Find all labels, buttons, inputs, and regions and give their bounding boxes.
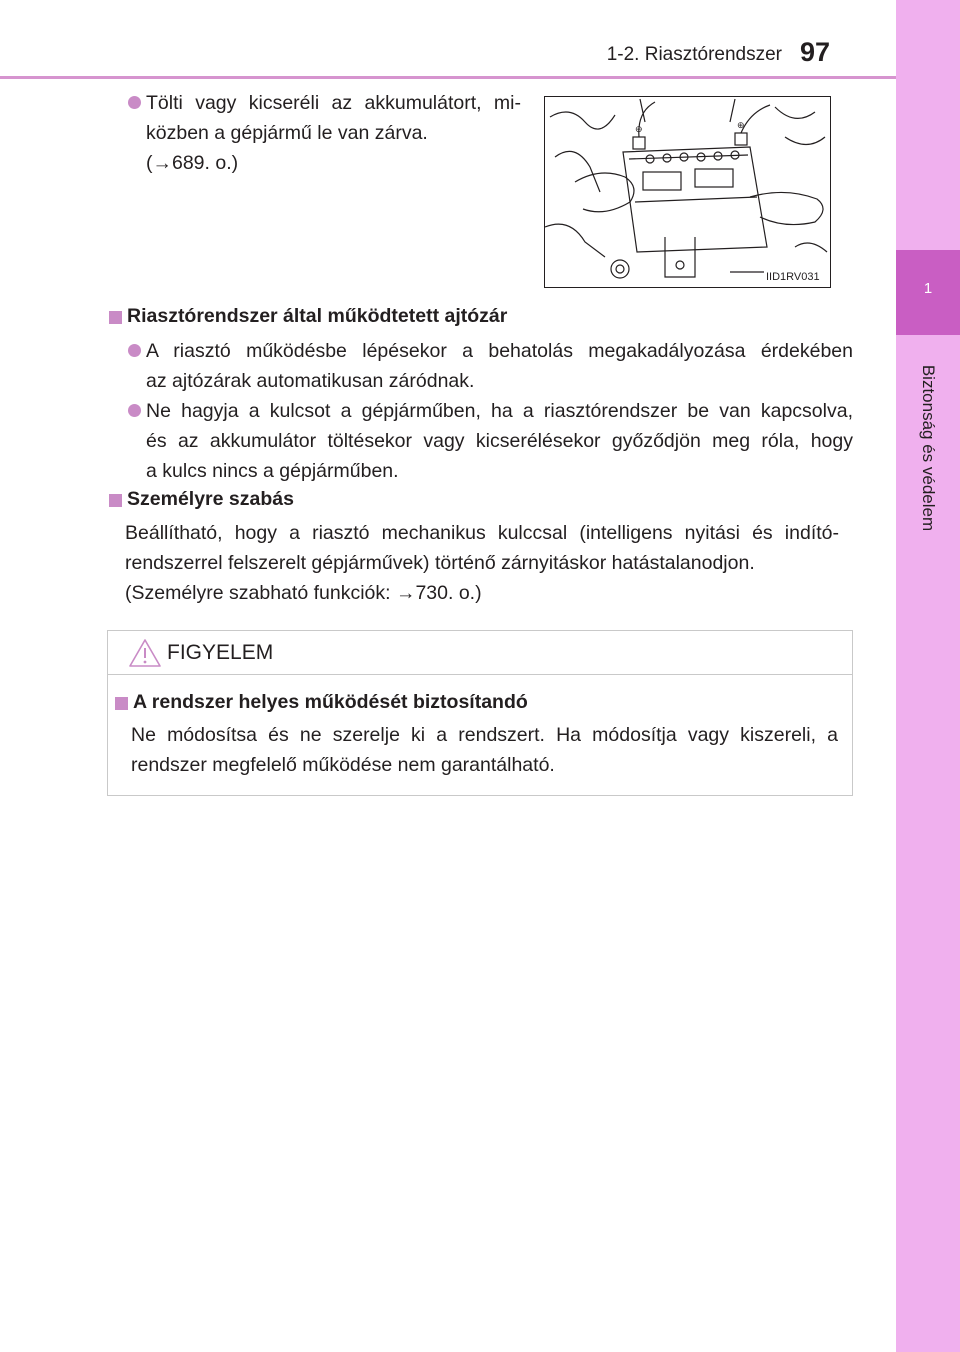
intro-line-3: (→689. o.) — [146, 152, 239, 174]
customization-line-3: (Személyre szabható funkciók: →730. o.) — [125, 582, 482, 604]
intro-line-1: Tölti vagy kicseréli az akkumulátort, mi- — [146, 92, 521, 114]
square-bullet-icon — [109, 311, 122, 324]
chapter-number: 1 — [923, 280, 933, 297]
caution-line-1: Ne módosítsa és ne szerelje ki a rendszert. Ha módosítja vagy kiszereli, a — [131, 724, 838, 746]
battery-drawing — [545, 97, 830, 287]
intro-line-2: közben a gépjármű le van zárva. — [146, 122, 428, 144]
positive-terminal-mark: ⊕ — [737, 120, 745, 130]
caution-line-2: rendszer megfelelő működése nem garantálható. — [131, 754, 555, 776]
section-title: 1-2. Riasztórendszer — [606, 44, 782, 65]
door-lock-bullet-1-line-1: A riasztó működésbe lépésekor a behatolás megakadályozása érdekében — [146, 340, 853, 362]
customization-line-1: Beállítható, hogy a riasztó mechanikus kulccsal (intelligens nyitási és indító- — [125, 522, 839, 544]
chapter-title: Biztonság és védelem — [919, 364, 938, 532]
caution-title: FIGYELEM — [167, 641, 274, 664]
header-rule — [0, 76, 896, 79]
bullet-icon — [128, 96, 141, 109]
caution-heading: A rendszer helyes működését biztosítandó — [133, 691, 528, 713]
section-heading-customization: Személyre szabás — [127, 488, 294, 510]
negative-terminal-mark: ⊖ — [635, 124, 643, 134]
figure-code: IID1RV031 — [766, 271, 820, 283]
section-heading-door-lock: Riasztórendszer által működtetett ajtózár — [127, 305, 508, 327]
battery-illustration — [544, 96, 831, 288]
door-lock-bullet-2-line-2: és az akkumulátor töltésekor vagy kicserélésekor győződjön meg róla, hogy — [146, 430, 853, 452]
door-lock-bullet-1-line-2: az ajtózárak automatikusan záródnak. — [146, 370, 475, 392]
square-bullet-icon — [115, 697, 128, 710]
bullet-icon — [128, 344, 141, 357]
bullet-icon — [128, 404, 141, 417]
chapter-side-tab — [896, 0, 960, 1352]
square-bullet-icon — [109, 494, 122, 507]
customization-line-2: rendszerrel felszerelt gépjárművek) történő zárnyitáskor hatástalanodjon. — [125, 552, 755, 574]
page-number: 97 — [800, 37, 831, 67]
door-lock-bullet-2-line-3: a kulcs nincs a gépjárműben. — [146, 460, 399, 482]
door-lock-bullet-2-line-1: Ne hagyja a kulcsot a gépjárműben, ha a riasztórendszer be van kapcsolva, — [146, 400, 853, 422]
caution-divider — [107, 674, 853, 675]
warning-triangle-icon — [128, 638, 162, 668]
